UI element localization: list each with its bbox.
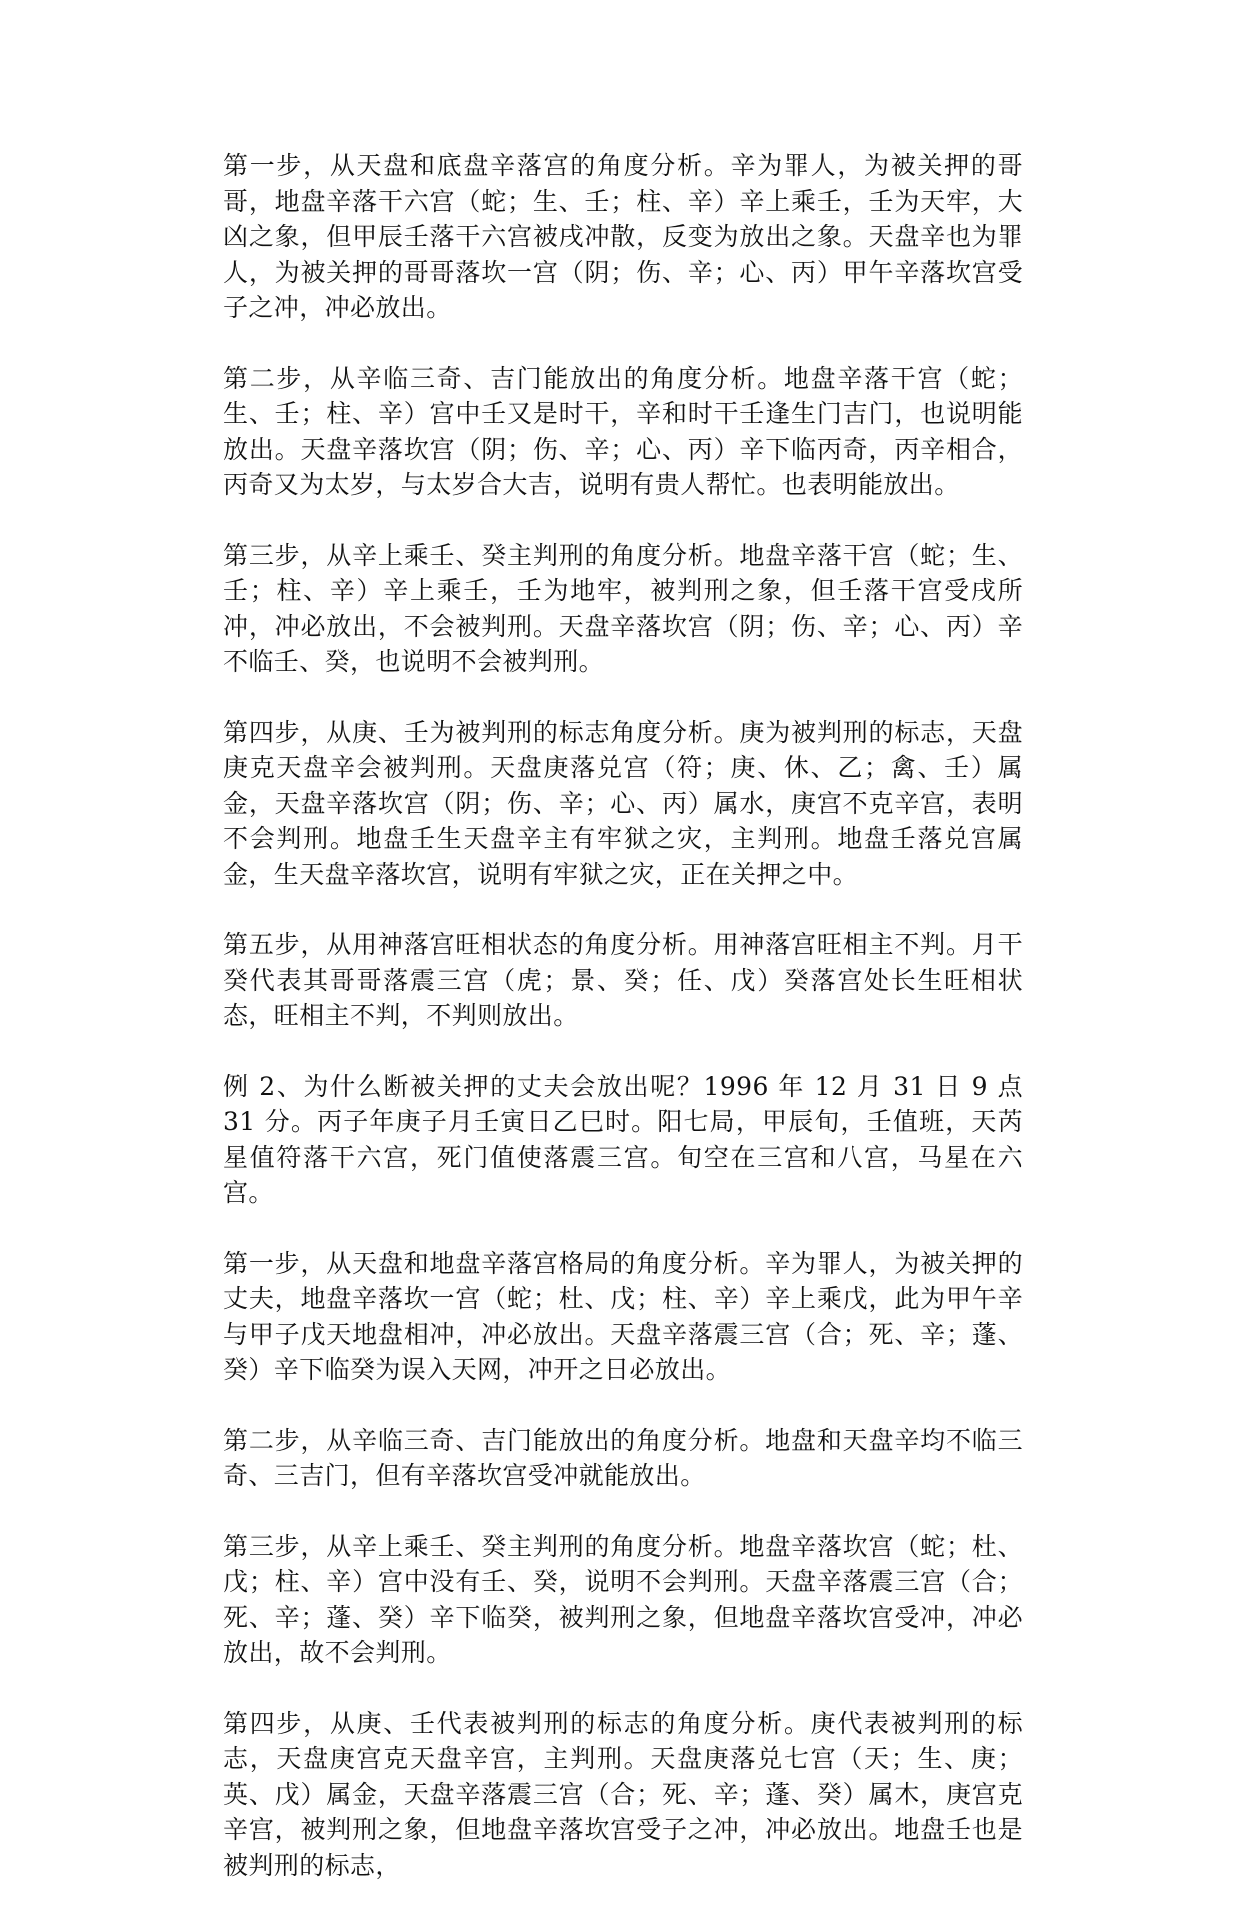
paragraph-step1-example2: 第一步，从天盘和地盘辛落宫格局的角度分析。辛为罪人，为被关押的丈夫，地盘辛落坎一宫（蛇；杜、戊；柱、辛）辛上乘戊，此为甲午辛与甲子戊天地盘相冲，冲必放出。天盘辛落震三宫（合；死、辛；蓬、癸）辛下临癸为误入天网，冲开之日必放出。 — [223, 1248, 1023, 1384]
paragraph-step5-example1: 第五步，从用神落宫旺相状态的角度分析。用神落宫旺相主不判。月干癸代表其哥哥落震三宫（虎；景、癸；任、戊）癸落宫处长生旺相状态，旺相主不判，不判则放出。 — [223, 930, 1023, 1030]
paragraph-step1-example1: 第一步，从天盘和底盘辛落宫的角度分析。辛为罪人，为被关押的哥哥，地盘辛落干六宫（蛇；生、壬；柱、辛）辛上乘壬，壬为天牢，大凶之象，但甲辰壬落干六宫被戌冲散，反变为放出之象。天盘辛也为罪人，为被关押的哥哥落坎一宫（阴；伤、辛；心、丙）甲午辛落坎宫受子之冲，冲必放出。 — [223, 151, 1023, 322]
paragraph-example2-intro: 例 2、为什么断被关押的丈夫会放出呢？1996 年 12 月 31 日 9 点 31 分。丙子年庚子月壬寅日乙巳时。阳七局，甲辰旬，壬值班，天芮星值符落干六宫，死门值使落震三宫。旬空在三宫和八宫，马星在六宫。 — [223, 1071, 1023, 1207]
document-page — [223, 148, 1023, 1918]
paragraph-step3-example2: 第三步，从辛上乘壬、癸主判刑的角度分析。地盘辛落坎宫（蛇；杜、戊；柱、辛）宫中没有壬、癸，说明不会判刑。天盘辛落震三宫（合；死、辛；蓬、癸）辛下临癸，被判刑之象，但地盘辛落坎宫受冲，冲必放出，故不会判刑。 — [223, 1531, 1023, 1667]
paragraph-step3-example1: 第三步，从辛上乘壬、癸主判刑的角度分析。地盘辛落干宫（蛇；生、壬；柱、辛）辛上乘壬，壬为地牢，被判刑之象，但壬落干宫受戌所冲，冲必放出，不会被判刑。天盘辛落坎宫（阴；伤、辛；心、丙）辛不临壬、癸，也说明不会被判刑。 — [223, 540, 1023, 676]
paragraph-step4-example2: 第四步，从庚、壬代表被判刑的标志的角度分析。庚代表被判刑的标志，天盘庚宫克天盘辛宫，主判刑。天盘庚落兑七宫（天；生、庚；英、戊）属金，天盘辛落震三宫（合；死、辛；蓬、癸）属木，庚宫克辛宫，被判刑之象，但地盘辛落坎宫受子之冲，冲必放出。地盘壬也是被判刑的标志， — [223, 1708, 1023, 1880]
paragraph-step2-example1: 第二步，从辛临三奇、吉门能放出的角度分析。地盘辛落干宫（蛇；生、壬；柱、辛）宫中壬又是时干，辛和时干壬逢生门吉门，也说明能放出。天盘辛落坎宫（阴；伤、辛；心、丙）辛下临丙奇，丙辛相合，丙奇又为太岁，与太岁合大吉，说明有贵人帮忙。也表明能放出。 — [223, 363, 1023, 499]
paragraph-step2-example2: 第二步，从辛临三奇、吉门能放出的角度分析。地盘和天盘辛均不临三奇、三吉门，但有辛落坎宫受冲就能放出。 — [223, 1425, 1023, 1490]
paragraph-step4-example1: 第四步，从庚、壬为被判刑的标志角度分析。庚为被判刑的标志，天盘庚克天盘辛会被判刑。天盘庚落兑宫（符；庚、休、乙；禽、壬）属金，天盘辛落坎宫（阴；伤、辛；心、丙）属水，庚宫不克辛宫，表明不会判刑。地盘壬生天盘辛主有牢狱之灾，主判刑。地盘壬落兑宫属金，生天盘辛落坎宫，说明有牢狱之灾，正在关押之中。 — [223, 717, 1023, 889]
